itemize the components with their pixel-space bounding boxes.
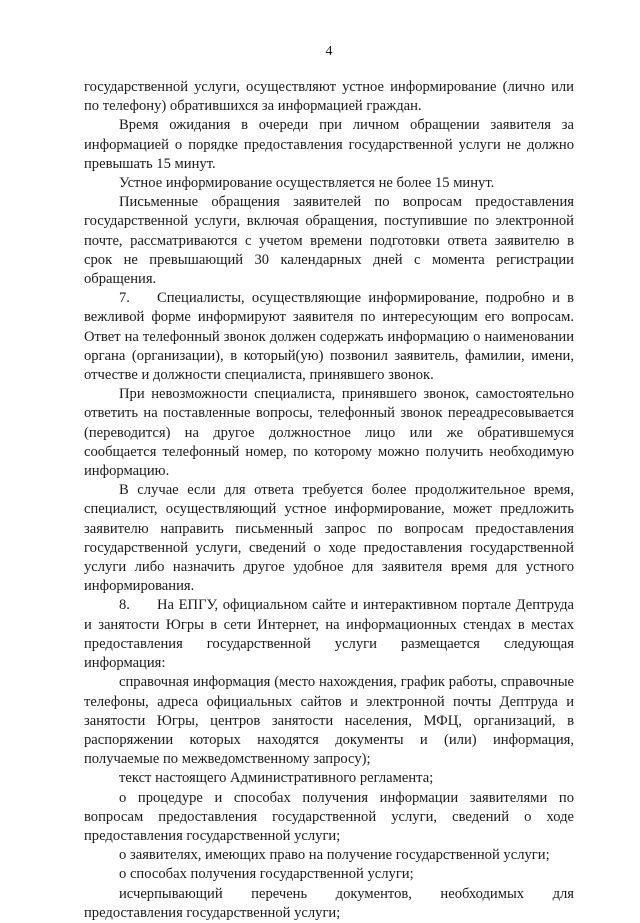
document-page (84, 0, 574, 921)
item-number: 8. (119, 597, 130, 614)
paragraph-written-requests: Письменные обращения заявителей по вопросам предоставления государственной услуги, включая обращения, поступившие по электронной почте, рассматриваются с учетом времени подготовки ответа заявителю в срок не превышающий 30 календарных дней с момента регистрации обращения. (84, 194, 574, 288)
list-item-methods: о способах получения государственной услуги; (119, 866, 414, 883)
paragraph-waiting-time: Время ожидания в очереди при личном обращении заявителя за информацией о порядке предоставления государственной услуги не должно превышать 15 минут. (84, 117, 574, 172)
item-text: На ЕПГУ, официальном сайте и интерактивном портале Дептруда и занятости Югры в сети Интернет, на информационных стендах в местах предоставления государственной услуги размещается следующая информация: (84, 597, 574, 672)
item-number: 7. (119, 290, 130, 307)
list-item-applicants: о заявителях, имеющих право на получение государственной услуги; (119, 847, 550, 864)
list-item-reference-info: справочная информация (место нахождения, график работы, справочные телефоны, адреса официальных сайтов и электронной почты Дептруда и занятости Югры, центров занятости населения, МФЦ, организаций, в распоряжении которых находятся документы и (или) информация, получаемые по межведомственному запросу); (84, 674, 574, 768)
paragraph-longer-response: В случае если для ответа требуется более продолжительное время, специалист, осуществляющий устное информирование, может предложить заявителю направить письменный запрос по вопросам предоставления государственной услуги, сведений о ходе предоставления государственной услуги либо назначить другое удобное для заявителя время для устного информирования. (84, 482, 574, 595)
paragraph-item-7 (84, 289, 574, 385)
paragraph-call-forwarding: При невозможности специалиста, принявшего звонок, самостоятельно ответить на поставленные вопросы, телефонный звонок переадресовывается (переводится) на другое должностное лицо или же обратившемуся сообщается телефонный номер, по которому можно получить необходимую информацию. (84, 386, 574, 480)
list-item-regulation-text: текст настоящего Административного регламента; (119, 770, 434, 787)
item-text: Специалисты, осуществляющие информирование, подробно и в вежливой форме информируют заявителя по интересующим его вопросам. Ответ на телефонный звонок должен содержать информацию о наименовании органа (организации), в который(ую) позвонил заявитель, фамилии, имени, отчестве и должности специалиста, принявшего звонок. (84, 290, 574, 384)
paragraph-item-8 (84, 596, 574, 673)
list-item-documents: исчерпывающий перечень документов, необходимых для предоставления государственной услуги; (84, 885, 574, 921)
list-item-procedure: о процедуре и способах получения информации заявителями по вопросам предоставления государственной услуги, сведений о ходе предоставления государственной услуги; (84, 789, 574, 844)
paragraph-oral-duration: Устное информирование осуществляется не более 15 минут. (119, 175, 495, 192)
document-body (84, 78, 574, 923)
paragraph-continuation: государственной услуги, осуществляют устное информирование (лично или по телефону) обратившихся за информацией граждан. (84, 79, 574, 115)
page-number: 4 (325, 44, 333, 59)
